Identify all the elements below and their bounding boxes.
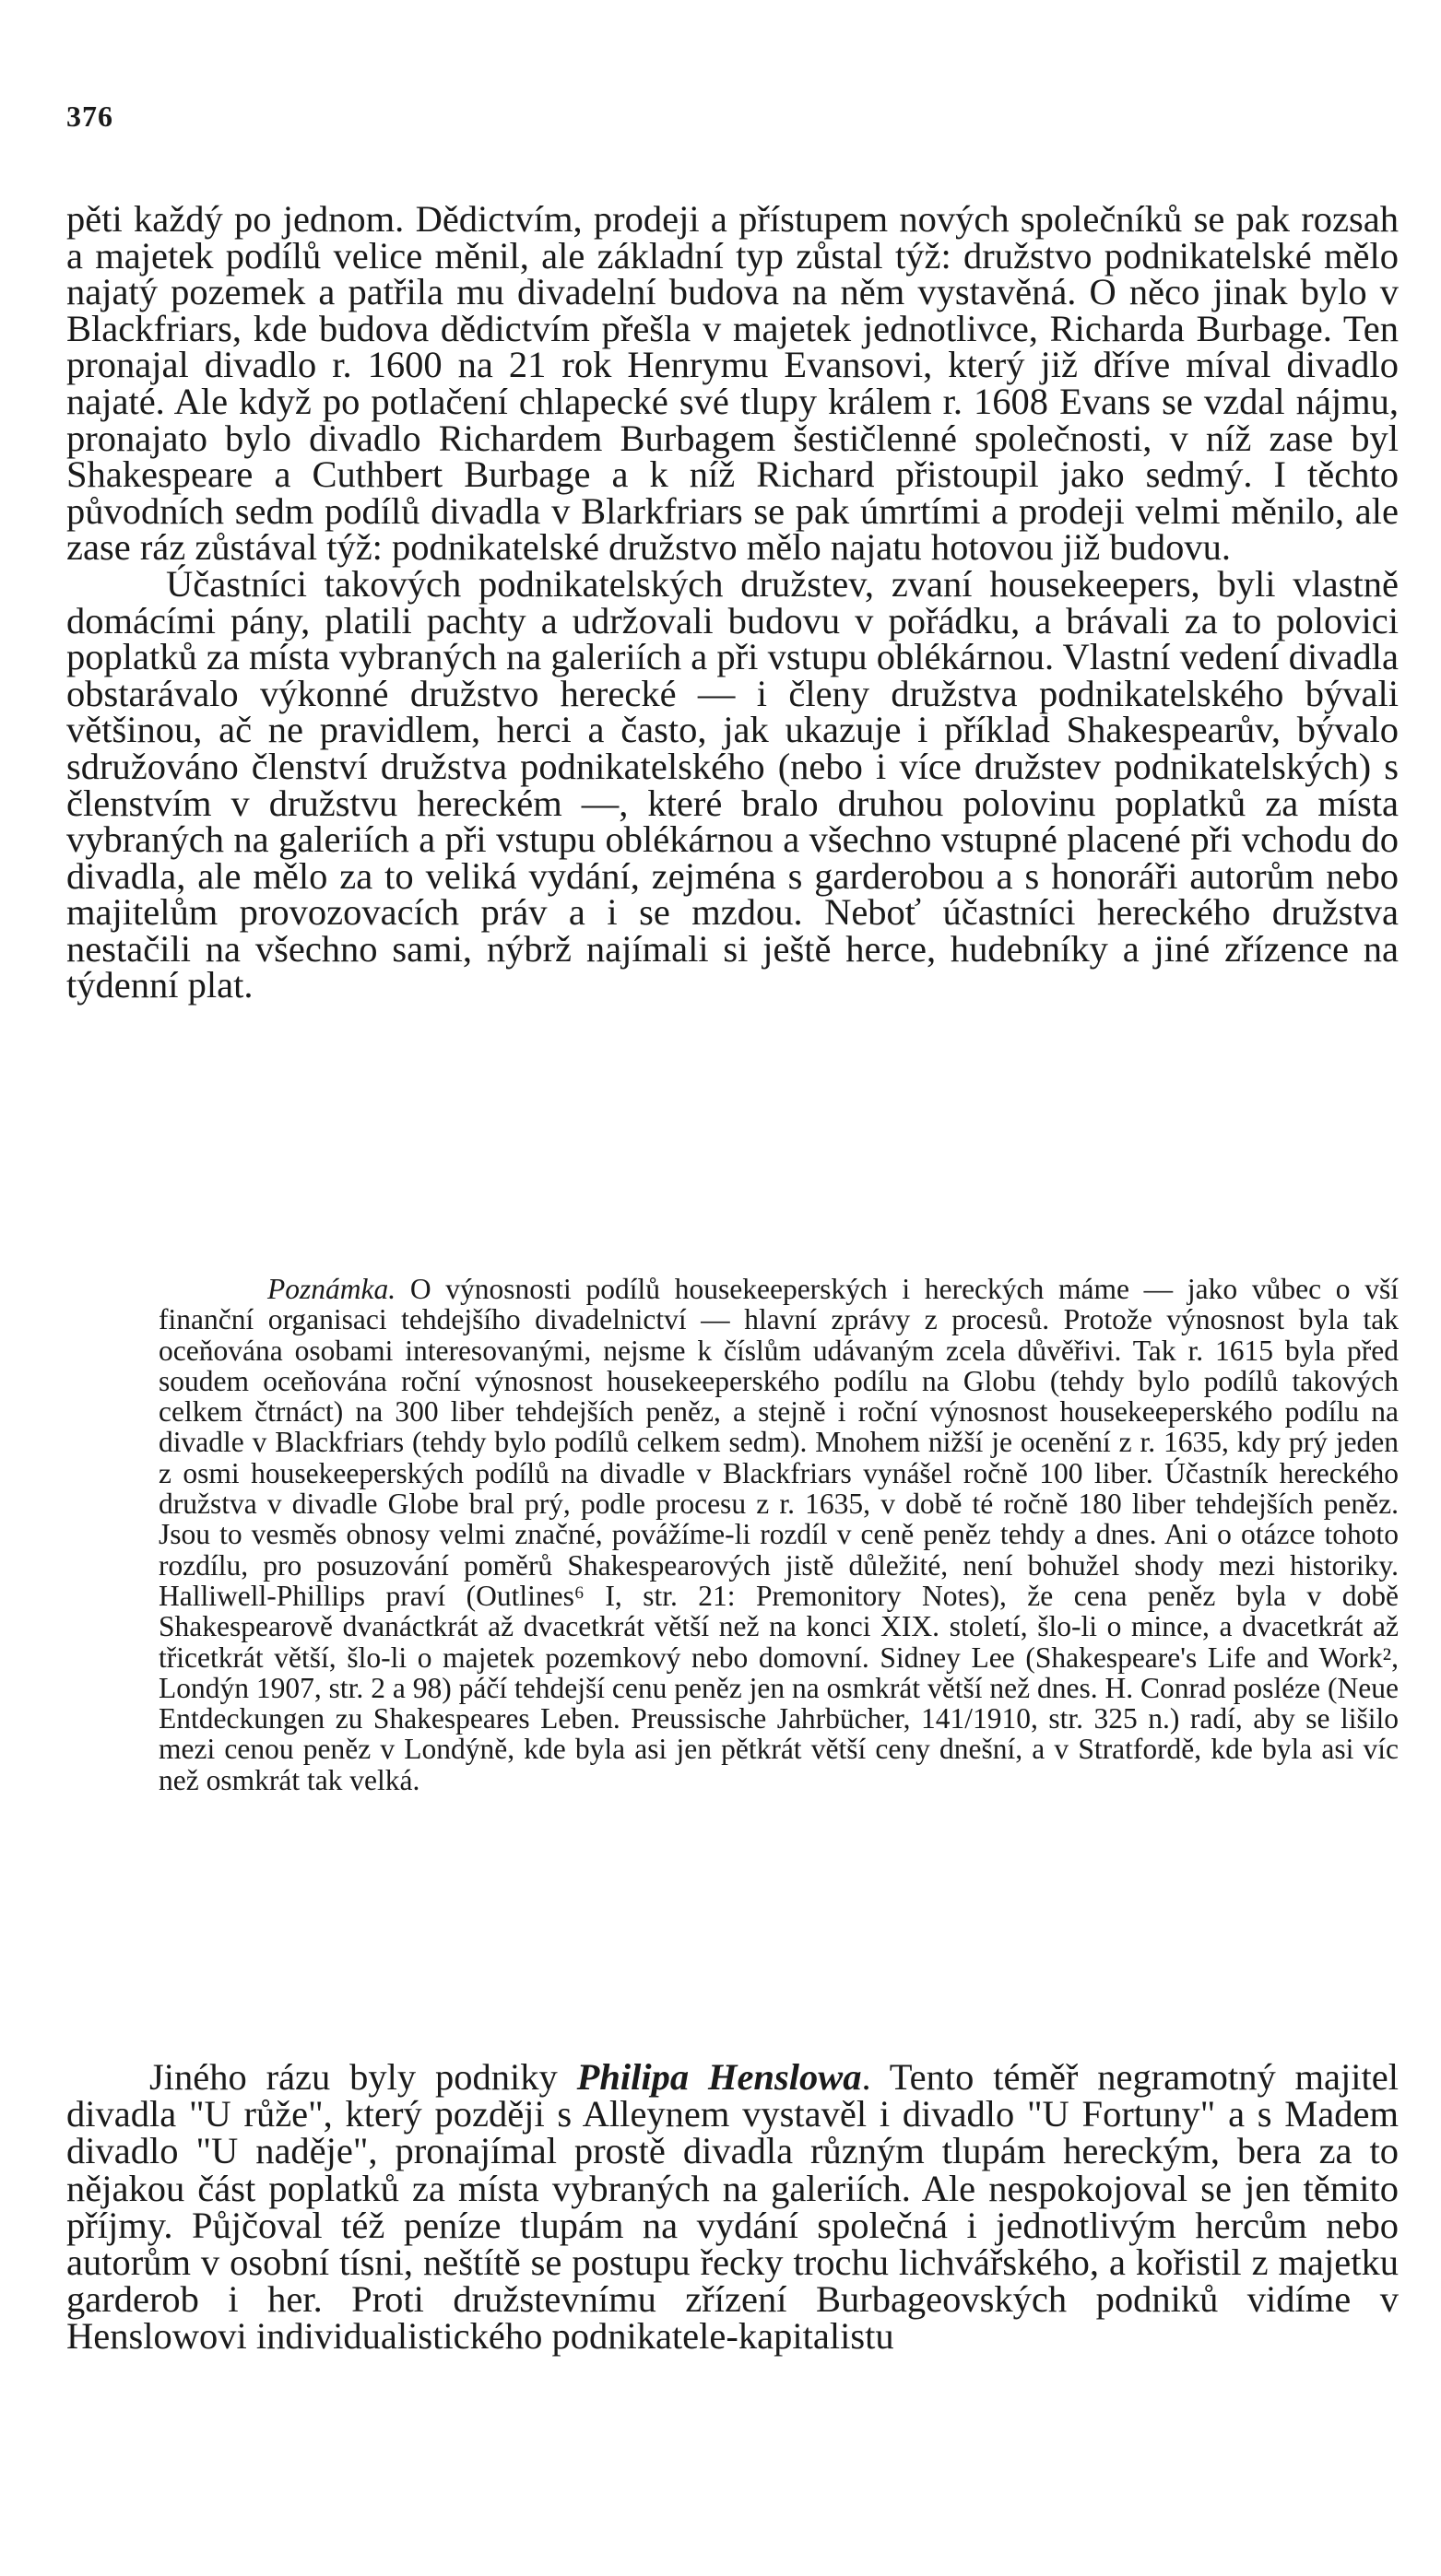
henslowe-name: Philipa Henslowa	[576, 2056, 862, 2098]
final-text-block	[66, 2056, 1399, 2358]
paragraph-1: pěti každý po jednom. Dědictvím, prodeji a přístupem nových společníků se pak rozsah a majetek podílů velice měnil, ale základní typ zůstal týž: družstvo podnikatelské mělo najatý pozemek a patřila mu divadelní budova na něm vystavěná. O něco jinak bylo v Blackfriars, kde budova dědictvím přešla v majetek jednotlivce, Richarda Burbage. Ten pronajal divadlo r. 1600 na 21 rok Henrymu Evansovi, který již dříve míval divadlo najaté. Ale když po potlačení chlapecké své tlupy králem r. 1608 Evans se vzdal nájmu, pronajato bylo divadlo Richardem Burbagem šestičlenné společnosti, v níž zase byl Shakespeare a Cuthbert Burbage a k níž Richard přistoupil jako sedmý. I těchto původních sedm podílů divadla v Blarkfriars se pak úmrtími a prodeji velmi měnilo, ale zase ráz zůstával týž: podnikatelské družstvo mělo najatu hotovou již budovu.	[66, 198, 1399, 569]
main-text-block	[66, 198, 1399, 1006]
note-label: Poznámka.	[267, 1273, 396, 1305]
paragraph-3	[66, 2056, 1399, 2358]
page-number: 376	[66, 100, 113, 133]
paragraph-2: Účastníci takových podnikatelských družstev, zvaní housekeepers, byli vlastně domácími pány, platili pachty a udržovali budovu v pořádku, a brávali za to polovici poplatků za místa vybraných na galeriích a při vstupu oblékárnou. Vlastní vedení divadla obstarávalo výkonné družstvo herecké — i členy družstva podnikatelského bývali většinou, ač ne pravidlem, herci a často, jak ukazuje i příklad Shakespearův, bývalo sdružováno členství družstva podnikatelského (nebo i více družstev podnikatelských) s členstvím v družstvu hereckém —, které bralo druhou polovinu poplatků za místa vybraných na galeriích a při vstupu oblékárnou a všechno vstupné placené při vchodu do divadla, ale mělo za to veliká vydání, zejména s garderobou a s honoráři autorům nebo majitelům provozovacích práv a i se mzdou. Neboť účastníci hereckého družstva nestačili na všechno sami, nýbrž najímali si ještě herce, hudebníky a jiné zřízence na týdenní plat.	[66, 562, 1399, 1006]
paragraph-3-intro: Jiného rázu byly podniky	[149, 2056, 577, 2098]
note-text: O výnosnosti podílů housekeeperských i hereckých máme — jako vůbec o vší finanční organisaci tehdejšího divadelnictví — hlavní zprávy z procesů. Protože výnosnost byla tak oceňována osobami interesovanými, nejsme k číslům udávaným zcela důvěřivi. Tak r. 1615 byla před soudem oceňována roční výnosnost housekeeperského podílu na Globu (tehdy bylo podílů takových celkem čtrnáct) na 300 liber tehdejších peněz, a stejně i roční výnosnost housekeeperského podílu na divadle v Blackfriars (tehdy bylo podílů celkem sedm). Mnohem nižší je ocenění z r. 1635, kdy prý jeden z osmi housekeeperských podílů na divadle v Blackfriars vynášel ročně 100 liber. Účastník hereckého družstva v divadle Globe bral prý, podle procesu z r. 1635, v době té ročně 180 liber tehdejších peněz. Jsou to vesměs obnosy velmi značné, povážíme-li rozdíl v ceně peněz tehdy a dnes. Ani o otázce tohoto rozdílu, pro posuzování poměrů Shakespearových jistě důležité, není bohužel shody mezi historiky. Halliwell-Phillips praví (Outlines⁶ I, str. 21: Premonitory Notes), že cena peněz byla v době Shakespearově dvanáctkrát až dvacetkrát větší než na konci XIX. století, šlo-li o mince, a dvacetkrát až třicetkrát větší, šlo-li o majetek pozemkový nebo domovní. Sidney Lee (Shakespeare's Life and Work², Londýn 1907, str. 2 a 98) páčí tehdejší cenu peněz jen na osmkrát větší než dnes. H. Conrad posléze (Neue Entdeckungen zu Shakespeares Leben. Preussische Jahrbücher, 141/1910, str. 325 n.) radí, aby se lišilo mezi cenou peněz v Londýně, kde byla asi jen pětkrát větší ceny dnešní, a v Stratfordě, kde byla asi víc než osmkrát tak velká.	[159, 1273, 1399, 1796]
footnote-block	[159, 1274, 1399, 1795]
paragraph-3-rest: . Tento téměř negramotný majitel divadla "U růže", který později s Alleynem vystavěl i divadlo "U Fortuny" a s Madem divadlo "U naděje", pronajímal prostě divadla různým tlupám hereckým, bera za to nějakou část poplatků za místa vybraných na galeriích. Ale nespokojoval se jen těmito příjmy. Půjčoval též peníze tlupám na vydání společná i jednotlivým hercům nebo autorům v osobní tísni, neštítě se postupu řecky trochu lichvářského, a kořistil z majetku garderob i her. Proti družstevnímu zřízení Burbageovských podniků vidíme v Henslowovi individualistického podnikatele-kapitalistu	[66, 2056, 1399, 2358]
note-paragraph	[159, 1274, 1399, 1795]
